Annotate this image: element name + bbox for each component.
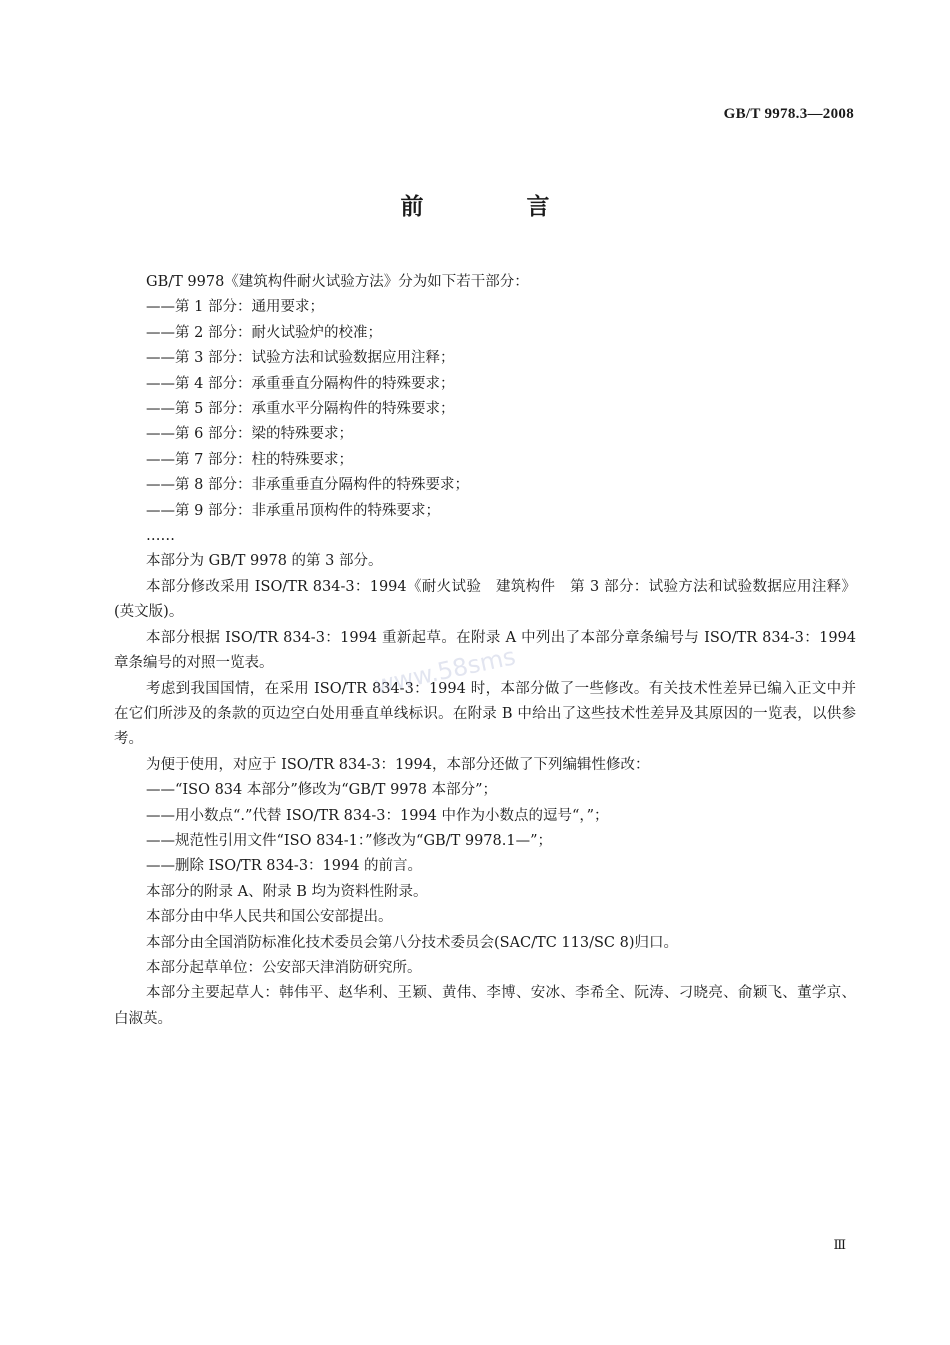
adoption-paragraph: 本部分修改采用 ISO/TR 834-3：1994《耐火试验 建筑构件 第 3 部分：试验方法和试验数据应用注释》(英文版)。 [114, 578, 856, 621]
editorial-intro-paragraph: 为便于使用，对应于 ISO/TR 834-3：1994，本部分还做了下列编辑性修改： [146, 756, 650, 773]
page-title: 前 言 [400, 194, 590, 220]
drafting-unit-paragraph: 本部分起草单位：公安部天津消防研究所。 [146, 959, 422, 976]
list-item: ——第 2 部分：耐火试验炉的校准； [146, 324, 382, 341]
list-item: ——第 1 部分：通用要求； [146, 299, 324, 316]
editorial-change-item: ——删除 ISO/TR 834-3：1994 的前言。 [146, 858, 423, 875]
ellipsis: …… [146, 528, 175, 545]
drafters-paragraph: 本部分主要起草人：韩伟平、赵华利、王颖、黄伟、李博、安冰、李希全、阮涛、刁晓亮、俞颖飞、董学京、白淑英。 [114, 985, 856, 1027]
part-of-paragraph: 本部分为 GB/T 9978 的第 3 部分。 [146, 553, 383, 570]
intro-paragraph: GB/T 9978《建筑构件耐火试验方法》分为如下若干部分： [146, 274, 529, 290]
list-item: ——第 9 部分：非承重吊顶构件的特殊要求； [146, 502, 440, 519]
page-number: Ⅲ [833, 1237, 846, 1252]
watermark: www.58sms [372, 642, 518, 700]
list-item: ——第 5 部分：承重水平分隔构件的特殊要求； [146, 401, 455, 418]
list-item: ——第 4 部分：承重垂直分隔构件的特殊要求； [146, 375, 455, 392]
proposer-paragraph: 本部分由中华人民共和国公安部提出。 [146, 909, 393, 926]
editorial-change-item: ——“ISO 834 本部分”修改为“GB/T 9978 本部分”； [146, 782, 498, 799]
redraft-paragraph: 本部分根据 ISO/TR 834-3：1994 重新起草。在附录 A 中列出了本部分章条编号与 ISO/TR 834-3：1994 章条编号的对照一览表。 [114, 629, 856, 672]
list-item: ——第 7 部分：柱的特殊要求； [146, 451, 353, 468]
document-body [114, 270, 856, 1032]
annex-paragraph: 本部分的附录 A、附录 B 均为资料性附录。 [146, 883, 428, 900]
list-item: ——第 3 部分：试验方法和试验数据应用注释； [146, 350, 455, 367]
list-item: ——第 8 部分：非承重垂直分隔构件的特殊要求； [146, 477, 469, 494]
standard-code: GB/T 9978.3—2008 [723, 106, 854, 122]
list-item: ——第 6 部分：梁的特殊要求； [146, 426, 353, 443]
editorial-change-item: ——规范性引用文件“ISO 834-1：”修改为“GB/T 9978.1—”； [146, 832, 552, 849]
modifications-paragraph: 考虑到我国国情，在采用 ISO/TR 834-3：1994 时，本部分做了一些修改。有关技术性差异已编入正文中并在它们所涉及的条款的页边空白处用垂直单线标识。在附录 B 中给出了这些技术性差异及其原因的一览表，以供参考。 [114, 680, 856, 748]
committee-paragraph: 本部分由全国消防标准化技术委员会第八分技术委员会(SAC/TC 113/SC 8)归口。 [146, 934, 678, 951]
editorial-change-item: ——用小数点“.”代替 ISO/TR 834-3：1994 中作为小数点的逗号“，”； [146, 807, 609, 824]
